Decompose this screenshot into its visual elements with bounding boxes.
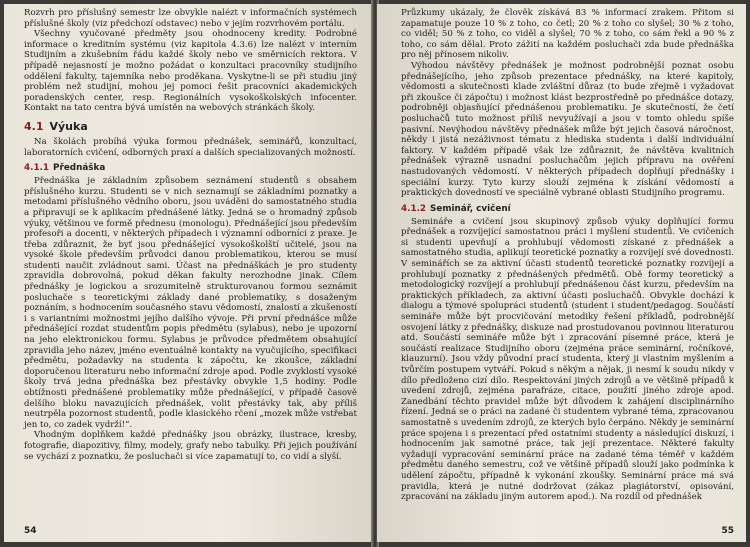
subsection-heading-seminar <box>401 204 734 214</box>
left-page <box>4 4 373 542</box>
paragraph-prednaska: Přednáška je základním způsobem seznámení studentů s obsahem příslušného kurzu. Studenti se v nich seznamují se základními poznatky a metodami příslušného vědního oboru, jsou uváděni do samostatného studia a připravují se k aplikacím přednášené látky. Jedná se o hromadný způsob výuky, většinou ve formě přednesu (monologu). Přednášející jsou především profesoři a docenti, v některých případech i významní odborníci z praxe. Je třeba zdůraznit, že byť jsou přednášející vysokoškolští učitelé, jsou na vysoké škole především průvodci danou problematikou, kterou se musí studenti naučit zvládnout sami. Účast na přednáškách je pro studenty zpravidla dobrovolná, pokud děkan fakulty nerozhodne jinak. Cílem přednášky je logickou a srozumitelně strukturovanou formou seznámit posluchače s teoretickými základy dané problematiky, s dosaženým poznáním, s hodnocením současného stavu vědomostí, znalostí a zkušeností i s variantními možnostmi jejího dalšího vývoje. Při první přednášce může přednášející rozdat studentům popis předmětu (sylabus), nebo je upozorní na jeho elektronickou formu. Sylabus je průvodce předmětem obsahující zpravidla jeho název, jméno eventuálně kontakty na vyučujícího, specifikaci předmětu, požadavky na studenta k zápočtu, ke zkoušce, základní doporučenou literaturu nebo informační zdroje apod. Podle zvyklostí vysoké školy trvá jedna přednáška bez přestávky obvykle 1,5 hodiny. Podle obtížnosti přednášené problematiky může přednášející, v případě časově delšího bloku navazujících přednášek, volit přestávky tak, aby příliš neutrpěla pozornost studentů, podle klasického rčení „mozek může vstřebat jen to, co zadek vydrží!“. <box>24 176 357 430</box>
page-number-left: 54 <box>24 526 37 536</box>
paragraph-kredity: Všechny vyučované předměty jsou ohodnoceny kredity. Podrobné informace o kreditním systému (viz kapitola 4.3.6) lze nalézt v interním Studijním a zkušebním řádu každé školy nebo ve směrnicích rektora. V případě nejasností je možno požádat o konzultaci pracovníky studijního oddělení fakulty, tajemníka nebo proděkana. Vyskytne-li se při studiu jiný problém než studijní, mohou jej pomoci řešit pracovníci akademických poradenských center, resp. Regionálních vysokoškolských infocenter. Kontakt na tato centra bývá umístěn na webových stránkách školy. <box>24 29 357 114</box>
paragraph-doplnek: Vhodným doplňkem každé přednášky jsou obrázky, ilustrace, kresby, fotografie, diapozitivy, filmy, modely, grafy nebo tabulky. Při jejich používání se vychází z poznatku, že posluchači si více zapamatují to, co vidí a slyší. <box>24 430 357 462</box>
page-number-right: 55 <box>721 526 734 536</box>
subsection-number: 4.1.1 <box>24 163 50 174</box>
paragraph-vyhodou: Výhodou návštěvy přednášek je možnost podrobnější poznat osobu přednášejícího, jeho způsob prezentace přednášky, na které kapitoly, vědomosti a skutečnosti klade zvláštní důraz (to bude zřejmě i vyžadovat při zkoušce či zápočtu) i možnost klást bezprostředně po přednášce dotazy, podrobněji objasňující přednášenou problematiku. Je skutečností, že četí posluchačů tuto možnost příliš nevyužívají a jsou v tomto ohledu spíše pasivní. Nevýhodou návštěvy přednášek může být jejich časová náročnost, někdy i jistá nezáživnost tématu z hlediska studenta i další individuální faktory. V každém případě však lze zdůraznit, že návštěva kvalitních přednášek výrazně usnadní posluchačům jejich přípravu na ověření nastudovaných vědomostí. V některých případech doplňují přednášky i speciální kurzy. Tyto kurzy slouží zejména k získání vědomostí a praktických dovedností ve speciálně vybrané oblasti Studijního programu. <box>401 60 734 199</box>
section-title: Výuka <box>49 119 88 133</box>
subsection-heading-prednaska <box>24 163 357 173</box>
right-page <box>377 4 746 542</box>
subsection-title: Přednáška <box>53 163 106 174</box>
right-page-content <box>401 8 734 503</box>
paragraph-rozvrh: Rozvrh pro příslušný semestr lze obvykle nalézt v informačních systémech příslušné školy (viz předchozí odstavec) nebo v jejím rozvrhovém portálu. <box>24 8 357 29</box>
paragraph-pruzkumy: Průzkumy ukázaly, že člověk získává 83 % informací zrakem. Přitom si zapamatuje pouze 10 % z toho, co četl; 20 % z toho co slyšel; 30 % z toho, co viděl; 50 % z toho, co viděl a slyšel; 70 % z toho, co sám řekl a 90 % z toho, co sám dělal. Proto zážití na každém posluchači zda bude přednáška pro něj přínosem nikoliv. <box>401 8 734 61</box>
paragraph-seminar: Semináře a cvičení jsou skupinový způsob výuky doplňující formu přednášek a rozvíjející samostatnou práci i myšlení studentů. Ve cvičeních si studenti upevňují a prohlubují vědomosti získané z přednášek a samostatného studia, aplikují teoretické poznatky a rozvíjejí své dovednosti. V seminářích se za aktivní účasti studentů teoretické poznatky rozvíjejí a prohlubují poznatky z přednášených předmětů. Obě formy teoretický a metodologický rozvíjejí a prohlubují přednášenou část kurzu, především na praktických příkladech, za aktivní účasti posluchačů. Obvykle dochází k dialogu a týmové spolupráci studentů (student i student/pedagog. Součástí semináře může být procvičování metodiky řešení příkladů, podrobnější osvojení látky z přednášky, diskuze nad prostudovanou povinnou literaturou atd. Součástí semináře může být i zpracování písemné práce, která je součástí realizace Studijního oboru (zejména práce seminární, ročníkové, klauzurní). Jsou vždy původní prací studenta, který ji vlastním myšlením a tvůrčím postupem vytváří. Pokud s někým a nějak, ji nesmí k soudu nikdy v dílo předloženo cizí dílo. Respektování jiných zdrojů a ve většině případů k uvedení zdrojů, zejména parafráze, citace, použití jiného zdroje apod. Zanedbání těchto pravidel může být důvodem k zahájení disciplinárního řízení. Jedná se o práci na zadané či studentem vybrané téma, zpracovanou samostatně s uvedením zdrojů, ze kterých bylo čerpáno. Někdy je seminární práce spojena i s prezentací před ostatními studenty a následující diskuzí, i hodnocením jak samotné práce, tak její prezentace. Některé fakulty vyžadují vypracování seminární práce na zadané téma téměř v každém předmětu daného semestru, což ve většině případů slouží jako podmínka k udělení zápočtu, případně k vykonání zkoušky. Seminární práce má svá pravidla, která je nutné dodržovat (zákaz plagiátorství, opisování, zpracování na základu jiným autorem apod.). Na rozdíl od přednášek <box>401 216 734 503</box>
subsection-title-seminar: Seminář, cvičení <box>430 203 511 214</box>
paragraph-vyuka: Na školách probíhá výuka formou přednášek, seminářů, konzultací, laboratorních cvičení, odborných praxí a dalších specializovaných možností. <box>24 136 357 158</box>
subsection-number-seminar: 4.1.2 <box>401 203 427 214</box>
section-heading-vyuka <box>24 120 357 133</box>
section-number: 4.1 <box>24 119 44 133</box>
left-page-content <box>24 8 357 462</box>
